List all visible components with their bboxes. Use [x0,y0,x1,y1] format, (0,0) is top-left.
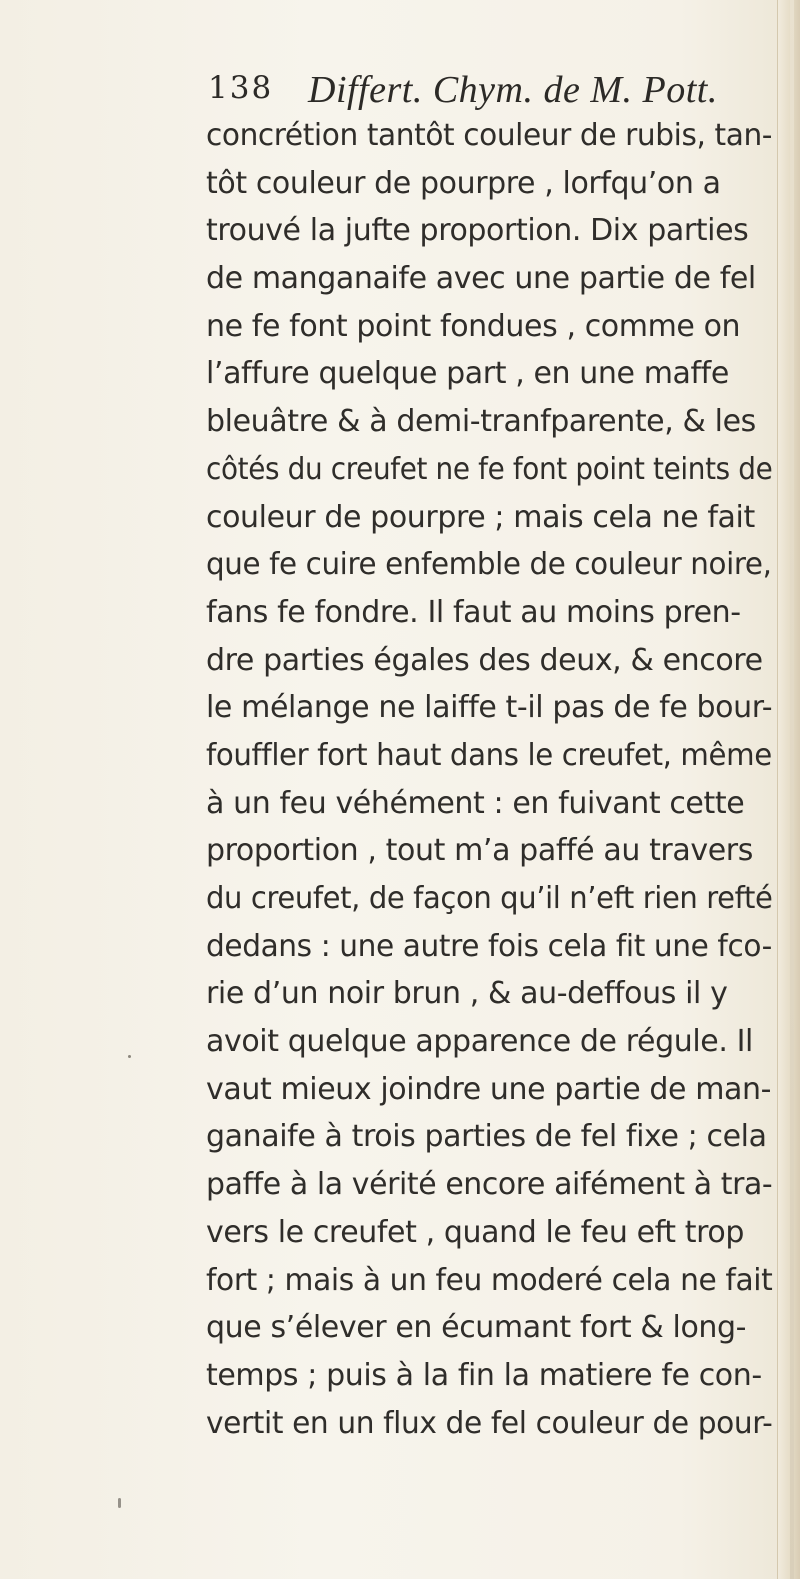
text-line: le mélange ne laiffe t-il pas de fe bour- [206,690,773,726]
body-text [206,112,773,1447]
text-line: tôt couleur de pourpre , lorfqu’on a [206,165,721,201]
text-line: de manganaife avec une partie de fel [206,261,756,297]
page-edge-shadow [790,0,794,1579]
text-line: à un feu véhément : en fuivant cette [206,785,745,821]
text-line: vaut mieux joindre une partie de man- [206,1071,772,1107]
text-line: rie d’un noir brun , & au-deffous il y [206,976,728,1012]
text-line: dre parties égales des deux, & encore [206,642,763,678]
text-line: avoit quelque apparence de régule. Il [206,1024,753,1060]
text-line: trouvé la jufte proportion. Dix parties [206,213,749,249]
text-line: fort ; mais à un feu moderé cela ne fait [206,1262,773,1298]
text-line: concrétion tantôt couleur de rubis, tan- [206,118,773,153]
text-line: fouffler fort haut dans le creufet, même [206,737,772,773]
paper-speck [118,1498,121,1508]
text-line: vers le creufet , quand le feu eft trop [206,1214,745,1250]
text-line: que s’élever en écumant fort & long- [206,1310,747,1346]
page-header [208,70,748,118]
paper-speck [128,1055,131,1058]
text-line: ne fe font point fondues , comme on [206,308,741,344]
text-line: couleur de pourpre ; mais cela ne fait [206,499,755,535]
text-line: du creufet, de façon qu’il n’eft rien refté [206,881,773,916]
text-line: dedans : une autre fois cela fit une fco- [206,928,772,964]
text-line: bleuâtre & à demi-tranfparente, & les [206,404,756,440]
page-edge [777,0,800,1579]
text-line: côtés du creufet ne fe font point teints de [206,451,773,487]
text-line: que fe cuire enfemble de couleur noire, [206,547,772,583]
text-line: paffe à la vérité encore aifément à tra- [206,1167,773,1203]
text-line: vertit en un flux de fel couleur de pour- [206,1405,773,1441]
text-line: fans fe fondre. Il faut au moins pren- [206,594,741,630]
text-line: l’affure quelque part , en une maffe [206,356,729,392]
page-number: 138 [208,70,274,106]
text-line: proportion , tout m’a paffé au travers [206,833,753,869]
running-title: Differt. Chym. de M. Pott. [308,69,718,111]
text-line: temps ; puis à la fin la matiere fe con- [206,1357,762,1393]
text-line: ganaife à trois parties de fel fixe ; cela [206,1119,767,1155]
